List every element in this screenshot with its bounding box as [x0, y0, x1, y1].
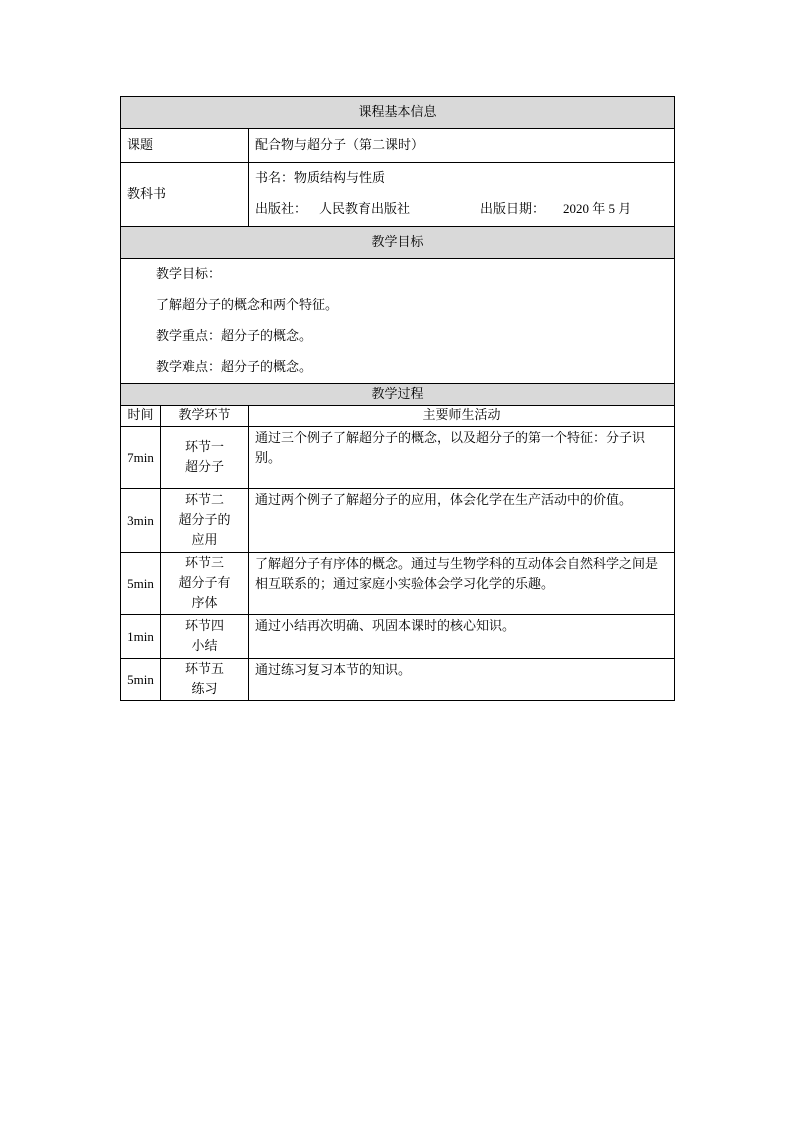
row-step [161, 553, 249, 615]
row-activity: 通过两个例子了解超分子的应用，体会化学在生产活动中的价值。 [249, 489, 675, 553]
book-name: 书名：物质结构与性质 [255, 171, 386, 186]
table-row [121, 615, 675, 659]
step-subtitle: 序体 [191, 595, 218, 611]
step-subtitle: 应用 [191, 532, 218, 548]
row-step [161, 427, 249, 489]
publisher-label: 出版社： [255, 202, 308, 217]
step-subtitle: 超分子 [184, 459, 224, 475]
step-title: 环节三 [184, 555, 224, 571]
row-step [161, 489, 249, 553]
topic-value: 配合物与超分子（第二课时） [249, 129, 675, 163]
step-subtitle: 超分子的 [178, 512, 231, 528]
row-time: 5min [121, 659, 161, 701]
date-label: 出版日期： [480, 202, 546, 217]
step-subtitle: 超分子有 [178, 575, 231, 591]
key-point: 教学重点：超分子的概念。 [156, 329, 313, 344]
row-time: 3min [121, 489, 161, 553]
step-title: 环节五 [184, 661, 224, 677]
step-subtitle: 练习 [191, 681, 218, 697]
objectives-heading: 教学目标： [156, 267, 222, 282]
row-step [161, 615, 249, 659]
topic-label: 课题 [121, 129, 249, 163]
textbook-label: 教科书 [121, 163, 249, 227]
table-row [121, 427, 675, 489]
step-title: 环节四 [184, 618, 224, 634]
publisher-line [255, 194, 668, 225]
header-time: 时间 [121, 406, 161, 427]
difficult-point: 教学难点：超分子的概念。 [156, 360, 313, 375]
row-activity: 通过小结再次明确、巩固本课时的核心知识。 [249, 615, 675, 659]
step-title: 环节二 [184, 492, 224, 508]
row-time: 1min [121, 615, 161, 659]
table-row [121, 553, 675, 615]
section-header-objectives: 教学目标 [121, 227, 675, 259]
objectives-body [121, 259, 675, 384]
publisher-value: 人民教育出版社 [319, 202, 411, 217]
row-activity: 通过练习复习本节的知识。 [249, 659, 675, 701]
section-header-process: 教学过程 [121, 384, 675, 406]
header-step: 教学环节 [161, 406, 249, 427]
row-step [161, 659, 249, 701]
textbook-info [249, 163, 675, 227]
lesson-plan-table [120, 96, 675, 701]
step-title: 环节一 [184, 439, 224, 455]
row-time: 7min [121, 427, 161, 489]
row-time: 5min [121, 553, 161, 615]
section-header-basic-info: 课程基本信息 [121, 97, 675, 129]
table-row [121, 489, 675, 553]
step-subtitle: 小结 [191, 638, 218, 654]
table-row [121, 659, 675, 701]
row-activity: 通过三个例子了解超分子的概念，以及超分子的第一个特征：分子识别。 [249, 427, 675, 489]
row-activity: 了解超分子有序体的概念。通过与生物学科的互动体会自然科学之间是相互联系的；通过家庭小实验体会学习化学的乐趣。 [249, 553, 675, 615]
date-value: 2020 年 5 月 [563, 201, 632, 216]
objective-item: 了解超分子的概念和两个特征。 [156, 298, 339, 313]
header-activity: 主要师生活动 [249, 406, 675, 427]
